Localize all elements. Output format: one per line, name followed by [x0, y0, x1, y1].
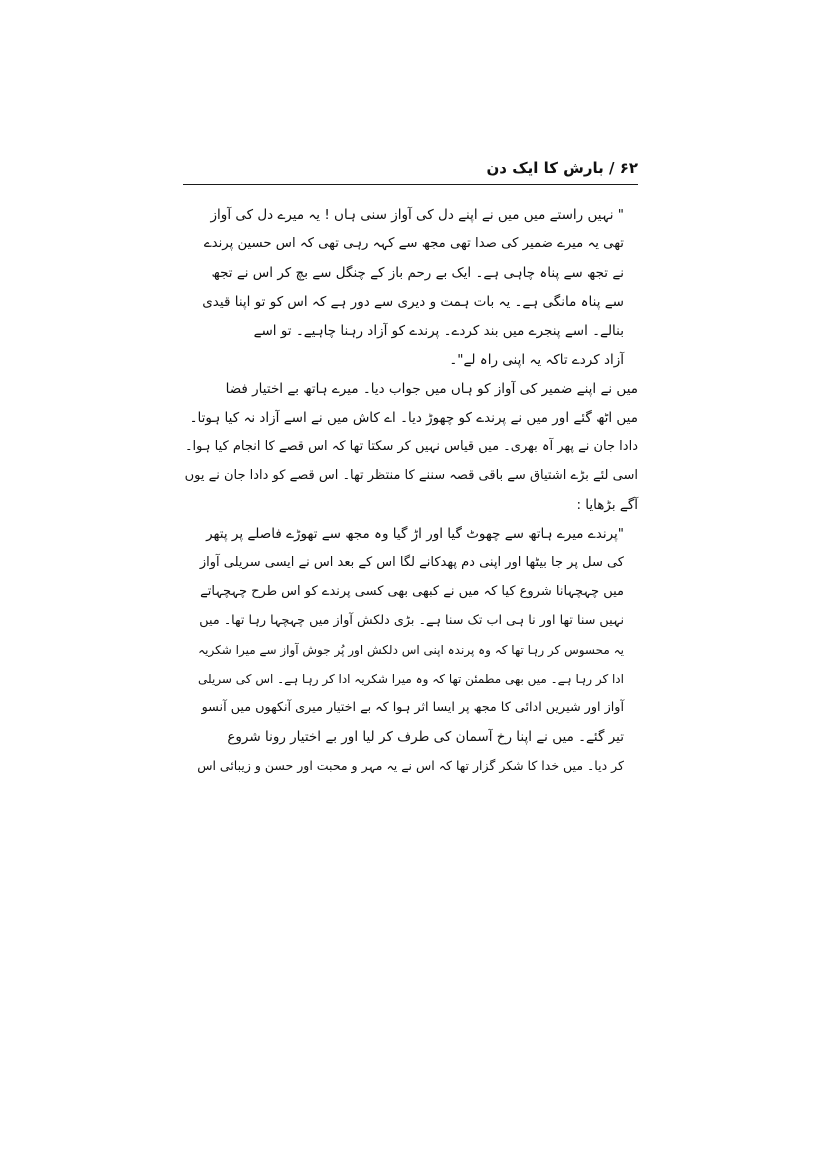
text-line: کر دیا۔ میں خدا کا شکر گزار تھا کہ اس نے یہ مہر و محبت اور حسن و زیبائی اس: [197, 758, 624, 773]
text-line: دادا جان نے پھر آہ بھری۔ میں قیاس نہیں کر سکتا تھا کہ اس قصے کا انجام کیا ہوا۔: [184, 439, 638, 454]
text-line: میں نے اپنے ضمیر کی آواز کو ہاں میں جواب دیا۔ میرے ہاتھ بے اختیار فضا: [225, 381, 638, 397]
running-header: ۶۲ / بارش کا ایک دن: [486, 159, 638, 177]
text-line: آزاد کردے تاکہ یہ اپنی راہ لے"۔: [449, 352, 624, 368]
text-line: تیر گئے۔ میں نے اپنا رخ آسمان کی طرف کر لیا اور بے اختیار رونا شروع: [227, 729, 624, 745]
text-line: سے پناہ مانگی ہے۔ یہ بات ہمت و دیری سے دور ہے کہ اس کو تو اپنا قیدی: [202, 294, 624, 310]
text-line: تھی یہ میرے ضمیر کی صدا تھی مجھ سے کہہ رہی تھی کہ اس حسین پرندے: [203, 236, 624, 251]
text-line: ادا کر رہا ہے۔ میں بھی مطمئن تھا کہ وہ میرا شکریہ ادا کر رہا ہے۔ اس کی سریلی: [198, 672, 624, 686]
text-line: "پرندے میرے ہاتھ سے چھوٹ گیا اور اڑ گیا وہ مجھ سے تھوڑے فاصلے پر پتھر: [206, 526, 624, 542]
text-line: میں چہچہانا شروع کیا کہ میں نے کبھی بھی کسی پرندے کو اس طرح چہچہاتے: [200, 584, 624, 599]
text-line: اسی لئے بڑے اشتیاق سے باقی قصہ سننے کا منتظر تھا۔ اس قصے کو دادا جان نے یوں: [184, 468, 638, 483]
text-line: بنالے۔ اسے پنجرے میں بند کردے۔ پرندے کو آزاد رہنا چاہیے۔ تو اسے: [253, 323, 624, 339]
text-line: آواز اور شیریں ادائی کا مجھ پر ایسا اثر ہوا کہ بے اختیار میری آنکھوں میں آنسو: [201, 700, 624, 715]
text-line: یہ محسوس کر رہا تھا کہ وہ پرندہ اپنی اس دلکش اور پُر جوش آواز سے میرا شکریہ: [198, 643, 624, 657]
text-line: " نہیں راستے میں میں نے اپنے دل کی آواز سنی ہاں ! یہ میرے دل کی آواز: [210, 207, 624, 223]
text-line: آگے بڑھایا :: [576, 497, 638, 513]
header-rule: [183, 184, 638, 185]
text-line: نے تجھ سے پناہ چاہی ہے۔ ایک بے رحم باز کے چنگل سے بچ کر اس نے تجھ: [211, 265, 624, 281]
page-header: [183, 156, 638, 184]
text-line: نہیں سنا تھا اور نا ہی اب تک سنا ہے۔ بڑی دلکش آواز میں چہچہا رہا تھا۔ میں: [199, 613, 624, 628]
text-line: میں اٹھ گئے اور میں نے پرندے کو چھوڑ دیا۔ اے کاش میں نے اسے آزاد نہ کیا ہوتا۔: [189, 410, 638, 426]
text-line: کی سل پر جا بیٹھا اور اپنی دم پھدکانے لگا اس کے بعد اس نے ایسی سریلی آواز: [199, 555, 624, 570]
